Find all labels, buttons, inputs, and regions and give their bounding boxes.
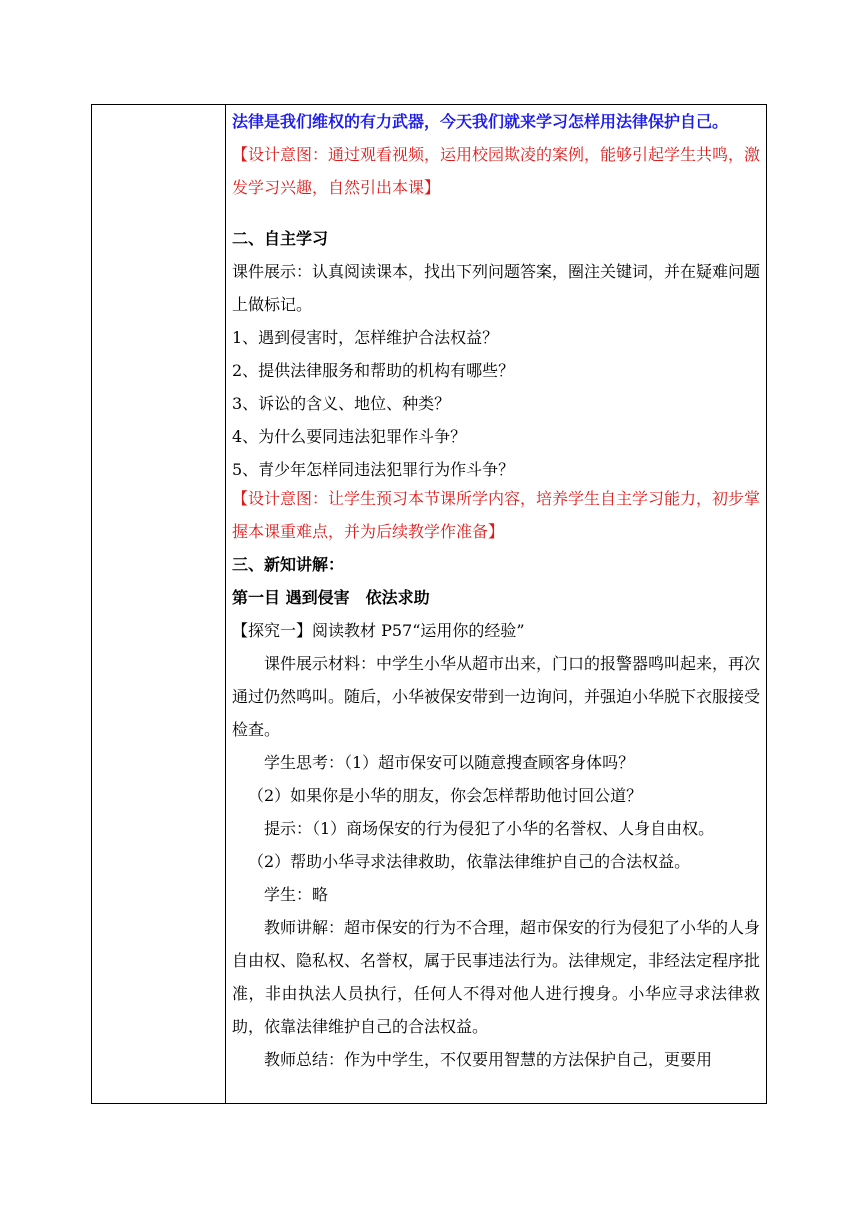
question-3: 3、诉讼的含义、地位、种类？ <box>232 394 451 413</box>
section2-title: 二、自主学习 <box>232 229 329 248</box>
teacher-explain: 教师讲解：超市保安的行为不合理，超市保安的行为侵犯了小华的人身自由权、隐私权、名誉权，属于民事违法行为。法律规定，非经法定程序批准，非由执法人员执行，任何人不得对他人进行搜身。小华应寻求法律救助，依靠法律维护自己的合法权益。 <box>232 918 761 1036</box>
section3-title: 三、新知讲解： <box>232 555 345 574</box>
hint-2: （2）帮助小华寻求法律救助，依靠法律维护自己的合法权益。 <box>248 852 691 871</box>
question-1: 1、遇到侵害时，怎样维护合法权益？ <box>232 328 499 347</box>
student-answer: 学生：略 <box>264 885 329 904</box>
table-left-column <box>92 105 226 1103</box>
lesson-table <box>91 104 767 1104</box>
table-right-column <box>226 105 766 1103</box>
intro-text: 法律是我们维权的有力武器，今天我们就来学习怎样用法律保护自己。 <box>232 112 729 131</box>
courseware-show: 课件展示：认真阅读课本，找出下列问题答案，圈注关键词，并在疑难问题上做标记。 <box>232 262 761 314</box>
question-2: 2、提供法律服务和帮助的机构有哪些？ <box>232 361 515 380</box>
explore-one: 【探究一】阅读教材 P57“运用你的经验” <box>232 621 525 640</box>
hint-1: 提示：（1）商场保安的行为侵犯了小华的名誉权、人身自由权。 <box>264 819 715 838</box>
material-text: 课件展示材料：中学生小华从超市出来，门口的报警器鸣叫起来，再次通过仍然鸣叫。随后，小华被保安带到一边询问，并强迫小华脱下衣服接受检查。 <box>232 654 761 739</box>
design-intent-2: 【设计意图：让学生预习本节课所学内容，培养学生自主学习能力，初步掌握本课重难点，并为后续教学作准备】 <box>232 489 761 541</box>
design-intent-1: 【设计意图：通过观看视频，运用校园欺凌的案例，能够引起学生共鸣，激发学习兴趣，自然引出本课】 <box>232 145 761 197</box>
teacher-summary: 教师总结：作为中学生，不仅要用智慧的方法保护自己，更要用 <box>264 1050 713 1069</box>
question-4: 4、为什么要同违法犯罪作斗争？ <box>232 427 467 446</box>
subsection-title: 第一目 遇到侵害 依法求助 <box>232 588 430 607</box>
student-think-2: （2）如果你是小华的朋友，你会怎样帮助他讨回公道？ <box>248 786 643 805</box>
student-think: 学生思考：（1）超市保安可以随意搜查顾客身体吗？ <box>264 753 635 772</box>
question-5: 5、青少年怎样同违法犯罪行为作斗争？ <box>232 460 515 479</box>
